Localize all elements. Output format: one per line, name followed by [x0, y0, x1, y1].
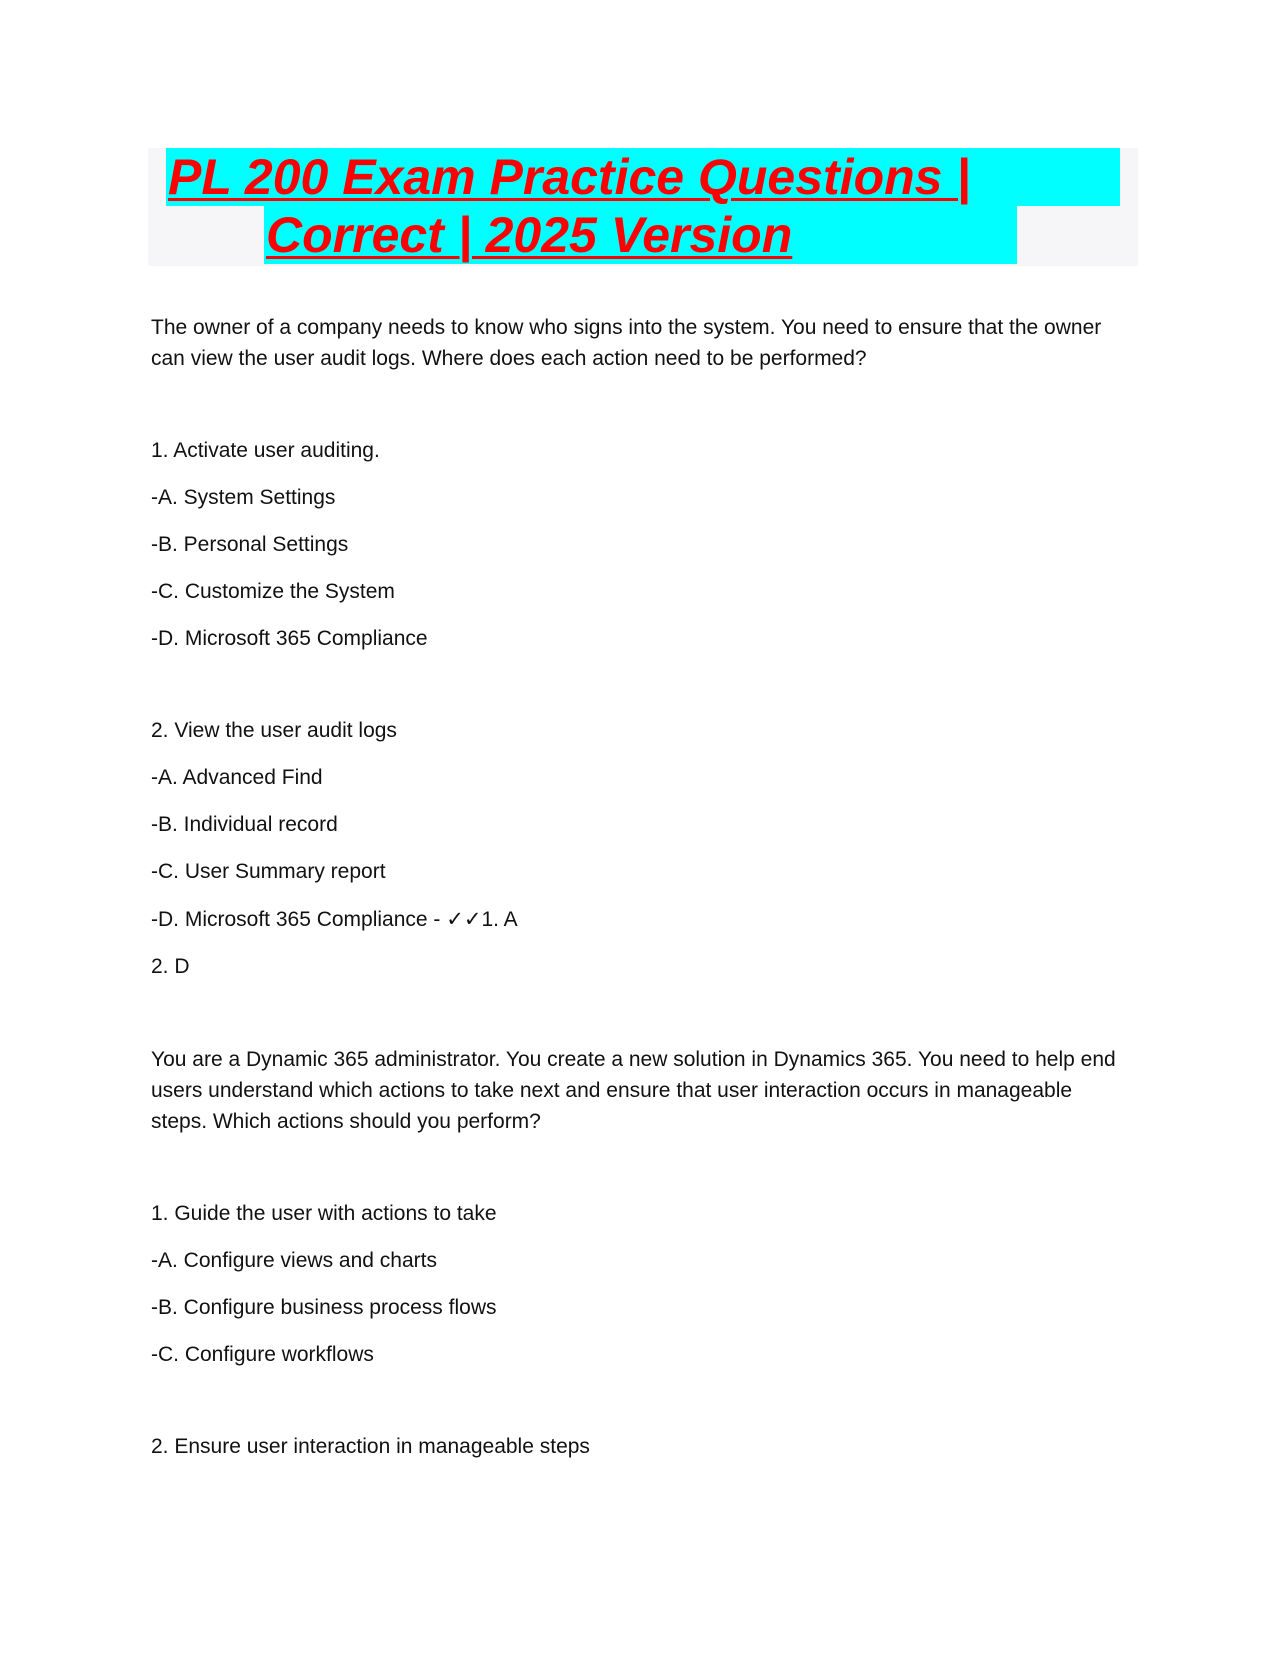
question-2-part-1-option-b: -B. Configure business process flows [151, 1296, 497, 1319]
question-1-part-1-heading: 1. Activate user auditing. [151, 439, 380, 462]
document-title-line-1: PL 200 Exam Practice Questions | [166, 148, 1120, 206]
question-2-part-1-option-c: -C. Configure workflows [151, 1343, 374, 1366]
question-1-part-2-option-d-with-answer [151, 904, 1131, 935]
document-body [151, 312, 1131, 1462]
question-1-part-1-option-b: -B. Personal Settings [151, 533, 349, 556]
question-2-part-1-option-a: -A. Configure views and charts [151, 1249, 437, 1272]
question-1-part-2-option-c: -C. User Summary report [151, 860, 386, 883]
question-1-part-1-option-c: -C. Customize the System [151, 580, 395, 603]
document-title-line-2: Correct | 2025 Version [264, 206, 1017, 264]
question-1-part-2-heading: 2. View the user audit logs [151, 719, 397, 742]
question-1-part-1-option-a: -A. System Settings [151, 486, 336, 509]
question-1-answer-line-1: 1. A [481, 908, 518, 931]
question-2-part-1-heading: 1. Guide the user with actions to take [151, 1202, 497, 1225]
question-1-part-2-option-a: -A. Advanced Find [151, 766, 323, 789]
question-2-prompt: You are a Dynamic 365 administrator. You create a new solution in Dynamics 365. You need to help end users understand which actions to take next and ensure that user interaction occurs in manageable steps. Which actions should you perform? [151, 1048, 1116, 1133]
question-1-part-1-option-d: -D. Microsoft 365 Compliance [151, 627, 428, 650]
question-1-part-2-option-d: -D. Microsoft 365 Compliance - [151, 908, 447, 931]
question-1-prompt: The owner of a company needs to know who signs into the system. You need to ensure that the owner can view the user audit logs. Where does each action need to be performed? [151, 316, 1102, 370]
question-1-answer-line-2: 2. D [151, 955, 190, 978]
question-1-part-2-option-b: -B. Individual record [151, 813, 338, 836]
answer-checkmark-icon: ✓✓ [446, 907, 482, 931]
question-2-part-2-heading: 2. Ensure user interaction in manageable steps [151, 1435, 590, 1458]
